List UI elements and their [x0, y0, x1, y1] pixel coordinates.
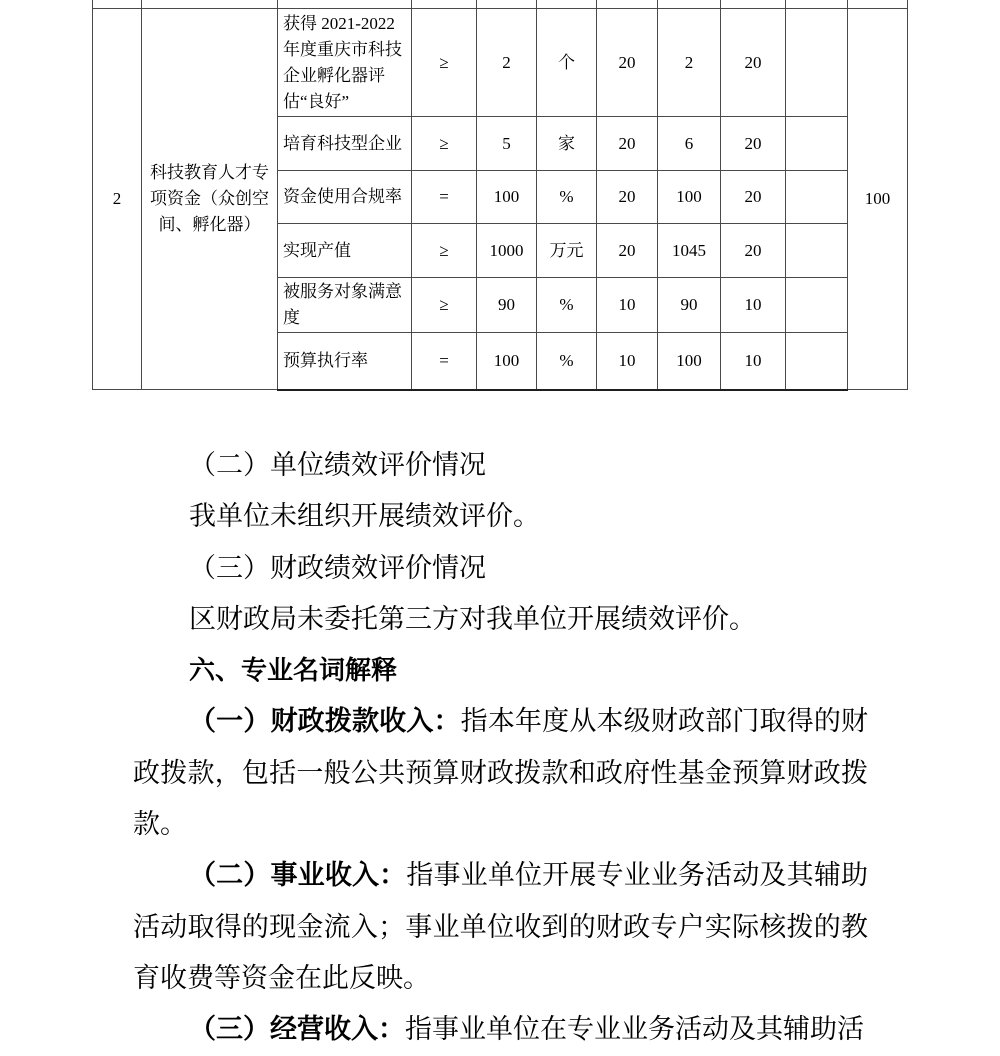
operator-cell: ≥ [412, 117, 477, 171]
total-score-cell: 100 [848, 9, 908, 390]
indicator-name-cell: 获得 2021-2022 年度重庆市科技企业孵化器评估“良好” [278, 9, 412, 117]
performance-indicator-table [92, 0, 908, 391]
weight-cell: 20 [597, 117, 658, 171]
score-cell: 10 [721, 333, 786, 390]
document-body-text [133, 440, 868, 1056]
project-name-cell: 科技教育人才专项资金（众创空间、孵化器） [142, 9, 278, 390]
operator-cell: ≥ [412, 224, 477, 278]
note-cell [786, 117, 848, 171]
note-cell [786, 224, 848, 278]
actual-value-cell: 2 [658, 9, 721, 117]
row-number-cell: 2 [93, 9, 142, 390]
section-heading-fiscal-eval: （三）财政绩效评价情况 [189, 552, 486, 583]
actual-value-cell: 100 [658, 171, 721, 224]
operator-cell: = [412, 171, 477, 224]
cutoff-cell [786, 0, 848, 9]
cutoff-cell [412, 0, 477, 9]
weight-cell: 20 [597, 171, 658, 224]
unit-cell: % [537, 171, 597, 224]
unit-cell: % [537, 278, 597, 333]
unit-cell: % [537, 333, 597, 390]
cutoff-cell [142, 0, 278, 9]
cutoff-cell [537, 0, 597, 9]
indicator-name-cell: 预算执行率 [278, 333, 412, 390]
weight-cell: 20 [597, 9, 658, 117]
term-lead: （三）经营收入： [189, 1014, 405, 1045]
cutoff-cell [93, 0, 142, 9]
term-text: 指事业单位在专业业务活动及其辅助活 [405, 1014, 864, 1045]
cutoff-cell [477, 0, 537, 9]
paragraph-unit-eval: 我单位未组织开展绩效评价。 [189, 501, 540, 532]
section-heading-terms: 六、专业名词解释 [189, 655, 398, 686]
actual-value-cell: 6 [658, 117, 721, 171]
actual-value-cell: 90 [658, 278, 721, 333]
term-definition-paragraph [133, 1004, 868, 1055]
cutoff-cell [721, 0, 786, 9]
target-value-cell: 90 [477, 278, 537, 333]
cutoff-row [93, 0, 908, 9]
unit-cell: 万元 [537, 224, 597, 278]
target-value-cell: 1000 [477, 224, 537, 278]
actual-value-cell: 100 [658, 333, 721, 390]
cutoff-cell [597, 0, 658, 9]
term-definition-paragraph [133, 696, 868, 850]
unit-cell: 家 [537, 117, 597, 171]
weight-cell: 10 [597, 278, 658, 333]
term-definition-paragraph [133, 850, 868, 1004]
unit-cell: 个 [537, 9, 597, 117]
weight-cell: 20 [597, 224, 658, 278]
weight-cell: 10 [597, 333, 658, 390]
target-value-cell: 5 [477, 117, 537, 171]
term-text: 指事业单位开展专业业务活动及其辅助活动取得的现金流入；事业单位收到的财政专户实际核拨的教育收费等资金在此反映。 [133, 860, 869, 993]
note-cell [786, 278, 848, 333]
score-cell: 20 [721, 224, 786, 278]
score-cell: 20 [721, 9, 786, 117]
indicator-name-cell: 实现产值 [278, 224, 412, 278]
note-cell [786, 333, 848, 390]
target-value-cell: 100 [477, 171, 537, 224]
term-lead: （一）财政拨款收入： [189, 706, 461, 737]
score-cell: 20 [721, 171, 786, 224]
target-value-cell: 100 [477, 333, 537, 390]
indicator-name-cell: 资金使用合规率 [278, 171, 412, 224]
cutoff-cell [658, 0, 721, 9]
operator-cell: ≥ [412, 9, 477, 117]
score-cell: 20 [721, 117, 786, 171]
target-value-cell: 2 [477, 9, 537, 117]
performance-indicator-table-wrap [92, 0, 908, 391]
cutoff-cell [278, 0, 412, 9]
actual-value-cell: 1045 [658, 224, 721, 278]
term-text: 指本年度从本级财政部门取得的财政拨款，包括一般公共预算财政拨款和政府性基金预算财政拨款。 [133, 706, 869, 840]
indicator-name-cell: 被服务对象满意度 [278, 278, 412, 333]
operator-cell: = [412, 333, 477, 390]
note-cell [786, 9, 848, 117]
operator-cell: ≥ [412, 278, 477, 333]
section-heading-unit-eval: （二）单位绩效评价情况 [189, 450, 486, 480]
note-cell [786, 171, 848, 224]
paragraph-fiscal-eval: 区财政局未委托第三方对我单位开展绩效评价。 [189, 603, 756, 634]
score-cell: 10 [721, 278, 786, 333]
cutoff-cell [848, 0, 908, 9]
term-lead: （二）事业收入： [189, 860, 407, 891]
table-row [93, 9, 908, 117]
indicator-name-cell: 培育科技型企业 [278, 117, 412, 171]
